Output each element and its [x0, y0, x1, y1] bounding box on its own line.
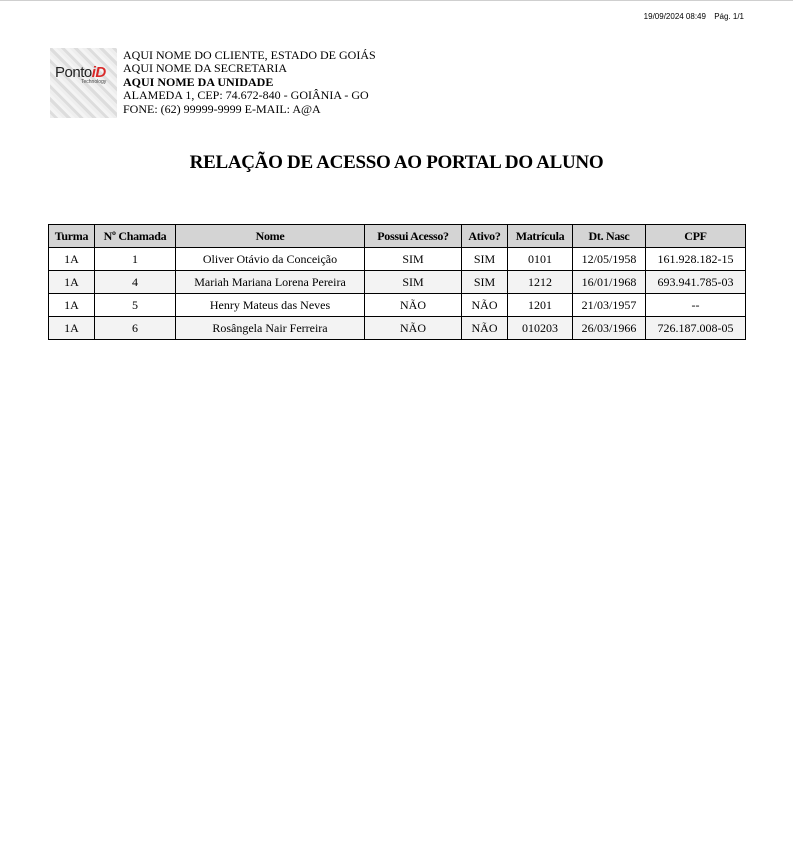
report-title: RELAÇÃO DE ACESSO AO PORTAL DO ALUNO [189, 152, 604, 173]
cell-nome: Rosângela Nair Ferreira [176, 317, 365, 340]
cell-nome: Oliver Otávio da Conceição [176, 248, 365, 271]
column-header-acesso: Possui Acesso? [365, 225, 462, 248]
client-name: AQUI NOME DO CLIENTE, ESTADO DE GOIÁS [123, 48, 376, 62]
print-meta [644, 12, 744, 21]
column-header-dt-nasc: Dt. Nasc [573, 225, 646, 248]
cell-ativo: SIM [462, 248, 508, 271]
cell-chamada: 5 [95, 294, 176, 317]
report-header [123, 49, 376, 116]
student-access-table [48, 224, 746, 340]
cell-acesso: NÃO [365, 317, 462, 340]
cell-matricula: 1201 [508, 294, 573, 317]
cell-matricula: 0101 [508, 248, 573, 271]
table-row [49, 317, 746, 340]
page-number: Pág. 1/1 [714, 12, 744, 21]
column-header-turma: Turma [49, 225, 95, 248]
column-header-chamada: Nº Chamada [95, 225, 176, 248]
logo-brand-main: Ponto [55, 64, 92, 81]
print-timestamp: 19/09/2024 08:49 [643, 12, 706, 21]
logo-brand-accent: iD [91, 64, 106, 81]
cell-nome: Henry Mateus das Neves [176, 294, 365, 317]
cell-dt-nasc: 26/03/1966 [573, 317, 646, 340]
table-row [49, 294, 746, 317]
cell-dt-nasc: 16/01/1968 [573, 271, 646, 294]
cell-ativo: NÃO [462, 317, 508, 340]
page-top-rule [0, 0, 793, 1]
secretary-name: AQUI NOME DA SECRETARIA [123, 61, 288, 76]
unit-name: AQUI NOME DA UNIDADE [123, 74, 274, 89]
cell-chamada: 1 [95, 248, 176, 271]
cell-turma: 1A [49, 294, 95, 317]
cell-cpf: 693.941.785-03 [646, 271, 746, 294]
cell-dt-nasc: 12/05/1958 [573, 248, 646, 271]
table-row [49, 248, 746, 271]
logo-tagline: Technology [81, 79, 107, 85]
cell-dt-nasc: 21/03/1957 [573, 294, 646, 317]
cell-matricula: 010203 [508, 317, 573, 340]
cell-chamada: 6 [95, 317, 176, 340]
cell-chamada: 4 [95, 271, 176, 294]
cell-matricula: 1212 [508, 271, 573, 294]
cell-cpf: 161.928.182-15 [646, 248, 746, 271]
cell-ativo: SIM [462, 271, 508, 294]
table-row [49, 271, 746, 294]
column-header-matricula: Matrícula [508, 225, 573, 248]
company-logo [50, 48, 117, 118]
unit-address: ALAMEDA 1, CEP: 74.672-840 - GOIÂNIA - GO [123, 88, 369, 103]
column-header-ativo: Ativo? [462, 225, 508, 248]
cell-nome: Mariah Mariana Lorena Pereira [176, 271, 365, 294]
cell-cpf: -- [646, 294, 746, 317]
cell-turma: 1A [49, 271, 95, 294]
unit-contact: FONE: (62) 99999-9999 E-MAIL: A@A [123, 101, 321, 116]
cell-acesso: NÃO [365, 294, 462, 317]
cell-acesso: SIM [365, 248, 462, 271]
cell-cpf: 726.187.008-05 [646, 317, 746, 340]
table-header-row [49, 225, 746, 248]
column-header-cpf: CPF [646, 225, 746, 248]
cell-ativo: NÃO [462, 294, 508, 317]
cell-turma: 1A [49, 248, 95, 271]
column-header-nome: Nome [176, 225, 365, 248]
cell-turma: 1A [49, 317, 95, 340]
cell-acesso: SIM [365, 271, 462, 294]
